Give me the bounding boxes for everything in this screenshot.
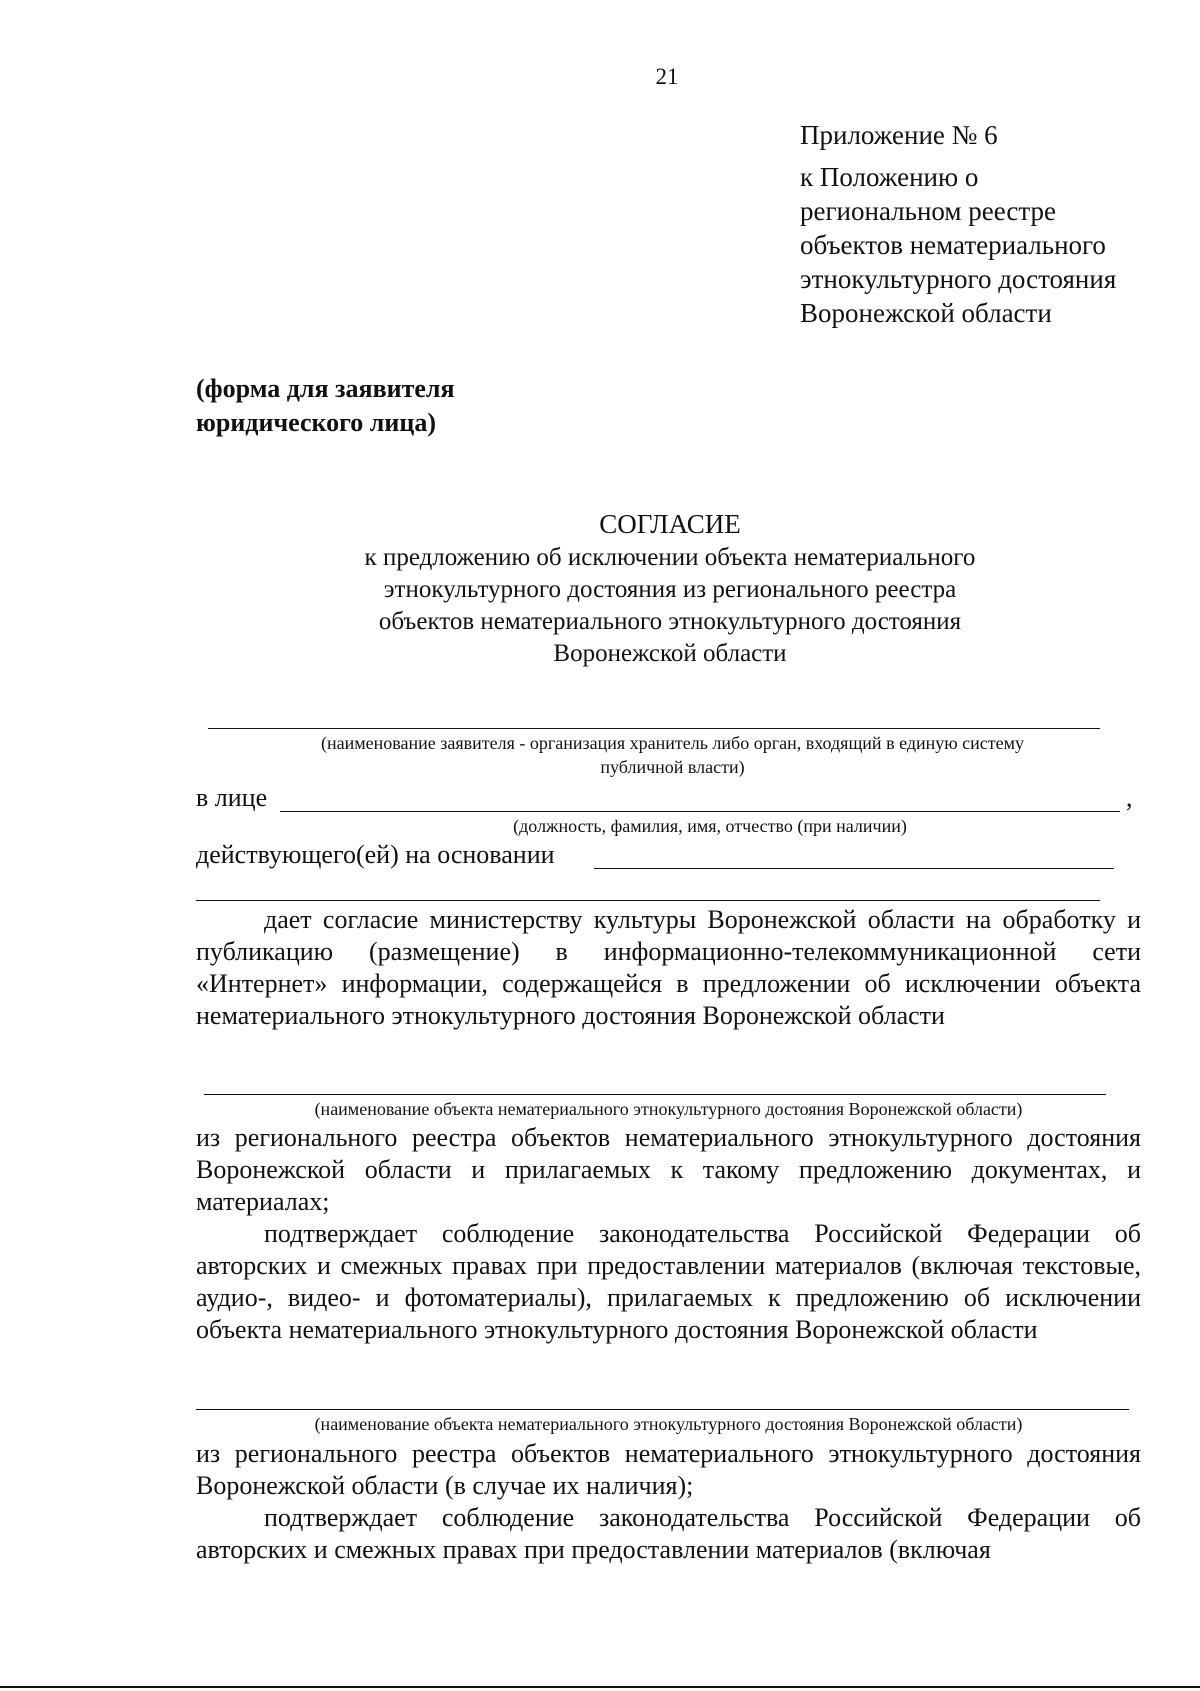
appendix-title: Приложение № 6 <box>800 120 998 150</box>
heading-line: к предложению об исключении объекта нематериального <box>364 544 976 571</box>
applicant-caption-line: (наименование заявителя - организация хранитель либо орган, входящий в единую систему <box>320 733 1025 753</box>
appendix-line: региональном реестре <box>800 196 1056 226</box>
paragraph-registry-1-text: из регионального реестра объектов нематериального этнокультурного достояния Воронежской области и прилагаемых к такому предложению документах, и материалах; <box>196 1123 1141 1216</box>
paragraph-copyright-2-text: подтверждает соблюдение законодательства Российской Федерации об авторских и смежных правах при предоставлении материалов (включая <box>196 1503 1141 1564</box>
acting-basis-label: действующего(ей) на основании <box>196 840 555 869</box>
object-name-field-1[interactable] <box>204 1094 1106 1095</box>
appendix-line: Воронежской области <box>800 298 1052 328</box>
heading-line: объектов нематериального этнокультурного достояния <box>378 608 962 635</box>
comma: , <box>1126 783 1133 812</box>
applicant-caption-line: публичной власти) <box>600 757 745 777</box>
paragraph-registry-2 <box>196 1438 1141 1566</box>
acting-basis-field[interactable] <box>594 868 1114 869</box>
paragraph-consent-text: дает согласие министерству культуры Воронежской области на обработку и публикацию (размещение) в информационно-телекоммуникационной сети «Интернет» информации, содержащейся в предложении об исключении объекта нематериального этнокультурного достояния Воронежской области <box>196 905 1141 1030</box>
object-caption-2: (наименование объекта нематериального этнокультурного достояния Воронежской области) <box>314 1414 1023 1434</box>
form-note-line: (форма для заявителя <box>196 374 455 403</box>
paragraph-registry-1 <box>196 1122 1141 1346</box>
appendix-block <box>800 118 1116 330</box>
object-name-field-2[interactable] <box>196 1409 1129 1410</box>
applicant-caption <box>200 731 1145 779</box>
applicant-name-field[interactable] <box>208 728 1100 729</box>
page-number: 21 <box>655 64 679 89</box>
document-title: СОГЛАСИЕ <box>599 509 741 539</box>
appendix-line: к Положению о <box>800 162 979 192</box>
paragraph-consent <box>196 904 1141 1032</box>
acting-basis-field-continued[interactable] <box>196 900 1100 901</box>
page-bottom-edge <box>0 1686 1200 1688</box>
appendix-line: объектов нематериального <box>800 230 1106 260</box>
form-note-line: юридического лица) <box>196 408 437 437</box>
in-person-field[interactable] <box>280 811 1120 812</box>
appendix-line: этнокультурного достояния <box>800 264 1117 294</box>
document-heading <box>300 508 1040 670</box>
person-caption: (должность, фамилия, имя, отчество (при наличии) <box>513 816 907 836</box>
object-caption-1: (наименование объекта нематериального этнокультурного достояния Воронежской области) <box>314 1099 1023 1119</box>
heading-line: этнокультурного достояния из регионального реестра <box>383 576 957 603</box>
paragraph-registry-2-text: из регионального реестра объектов нематериального этнокультурного достояния Воронежской области (в случае их наличия); <box>196 1439 1141 1500</box>
in-person-label: в лице <box>196 783 268 812</box>
paragraph-copyright-1-text: подтверждает соблюдение законодательства Российской Федерации об авторских и смежных правах при предоставлении материалов (включая текстовые, аудио-, видео- и фотоматериалы), прилагаемых к предложению об исключении объекта нематериального этнокультурного достояния Воронежской области <box>196 1219 1141 1344</box>
form-note <box>196 372 455 440</box>
heading-line: Воронежской области <box>553 640 787 667</box>
